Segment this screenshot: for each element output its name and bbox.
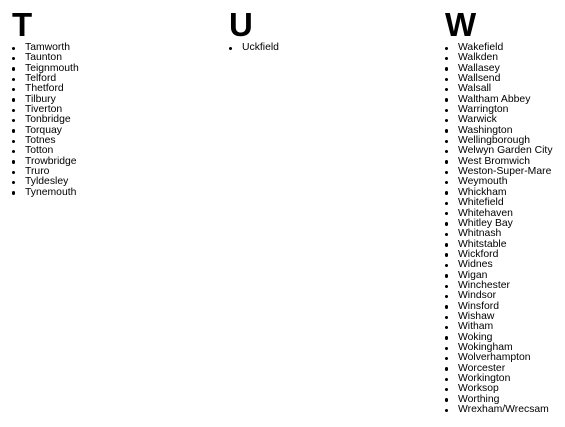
list-item: Totton: [12, 146, 212, 156]
list-item: Winsford: [445, 302, 563, 312]
list-item: Tilbury: [12, 95, 212, 105]
list-item: Whitefield: [445, 198, 563, 208]
list-item: Torquay: [12, 126, 212, 136]
list-item: Washington: [445, 126, 563, 136]
list-item: Wallsend: [445, 74, 563, 84]
list-item: Trowbridge: [12, 157, 212, 167]
list-item: Whitnash: [445, 229, 563, 239]
list-item: Tyldesley: [12, 177, 212, 187]
list-item: Workington: [445, 374, 563, 384]
list-item: Worthing: [445, 395, 563, 405]
list-item: Waltham Abbey: [445, 95, 563, 105]
list-item: Totnes: [12, 136, 212, 146]
section-t: [12, 8, 212, 198]
list-item: Worcester: [445, 364, 563, 374]
list-item: Witham: [445, 322, 563, 332]
list-item: Woking: [445, 333, 563, 343]
list-item: Teignmouth: [12, 64, 212, 74]
list-item: Wallasey: [445, 64, 563, 74]
section-w: [445, 8, 563, 415]
list-item: Wickford: [445, 250, 563, 260]
section-letter-u: U: [229, 6, 253, 43]
list-item: Wishaw: [445, 312, 563, 322]
list-item: Whitehaven: [445, 209, 563, 219]
list-item: Weston-Super-Mare: [445, 167, 563, 177]
list-item: Wellingborough: [445, 136, 563, 146]
list-item: Windsor: [445, 291, 563, 301]
list-item: Wokingham: [445, 343, 563, 353]
list-item: Wigan: [445, 271, 563, 281]
section-u: [229, 8, 429, 53]
list-item: West Bromwich: [445, 157, 563, 167]
list-item: Truro: [12, 167, 212, 177]
section-letter-w: W: [445, 6, 477, 43]
list-item: Whitstable: [445, 240, 563, 250]
list-item: Welwyn Garden City: [445, 146, 563, 156]
list-item: Worksop: [445, 384, 563, 394]
list-item: Wrexham/Wrecsam: [445, 405, 563, 415]
list-item: Warrington: [445, 105, 563, 115]
list-item: Wakefield: [445, 43, 563, 53]
list-item: Whitley Bay: [445, 219, 563, 229]
list-item: Telford: [12, 74, 212, 84]
list-item: Warwick: [445, 115, 563, 125]
list-item: Walkden: [445, 53, 563, 63]
list-item: Tynemouth: [12, 188, 212, 198]
list-item: Uckfield: [229, 43, 429, 53]
list-item: Tiverton: [12, 105, 212, 115]
list-item: Thetford: [12, 84, 212, 94]
list-item: Widnes: [445, 260, 563, 270]
list-item: Taunton: [12, 53, 212, 63]
list-item: Winchester: [445, 281, 563, 291]
section-letter-t: T: [12, 6, 33, 43]
list-item: Tonbridge: [12, 115, 212, 125]
list-item: Weymouth: [445, 177, 563, 187]
list-item: Whickham: [445, 188, 563, 198]
town-list-t: [12, 43, 212, 198]
list-item: Tamworth: [12, 43, 212, 53]
list-item: Walsall: [445, 84, 563, 94]
list-item: Wolverhampton: [445, 353, 563, 363]
town-list-w: [445, 43, 563, 415]
town-list-u: [229, 43, 429, 53]
